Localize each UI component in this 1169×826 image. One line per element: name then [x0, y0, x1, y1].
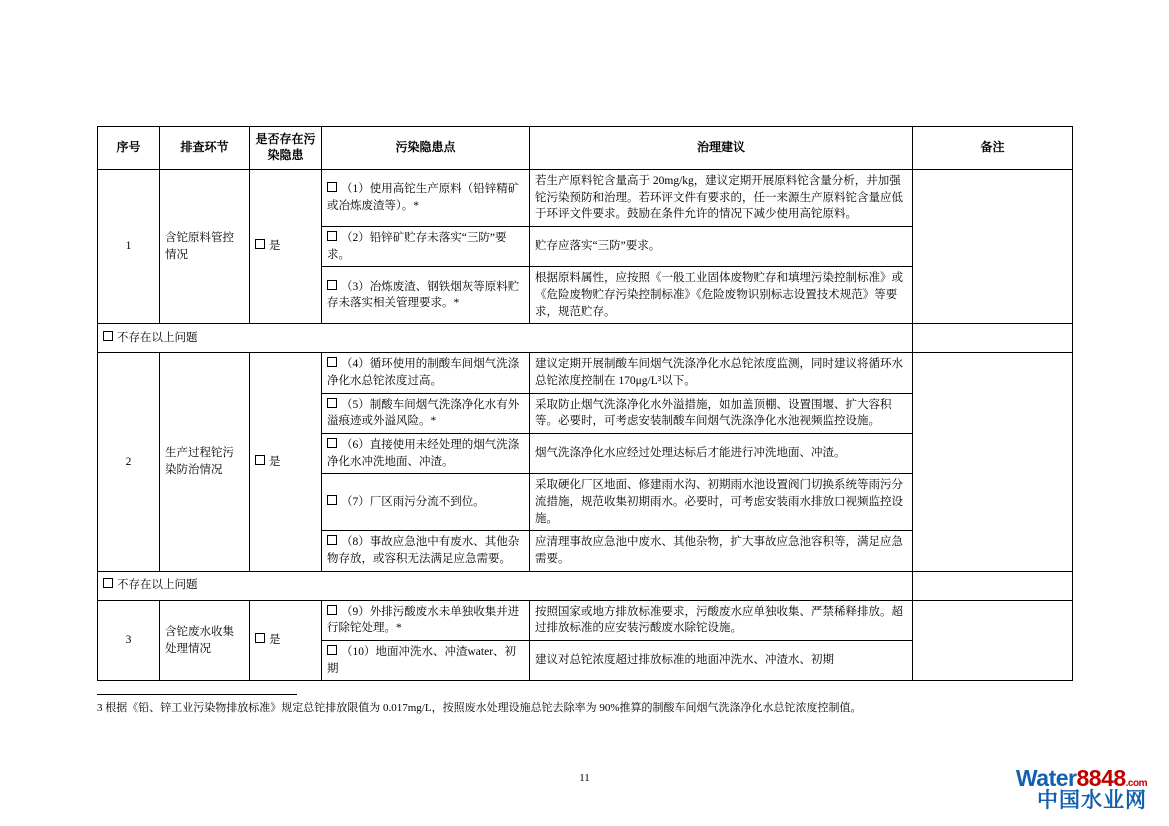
advice-cell: 根据原料属性，应按照《一般工业固体废物贮存和填埋污染控制标准》或《危险废物贮存污染控制标准》《危险废物识别标志设置技术规范》等要求，规范贮存。	[530, 267, 913, 324]
exist-label: 是	[269, 455, 281, 468]
hazard-point-cell[interactable]	[322, 474, 530, 531]
checkbox-icon[interactable]	[327, 495, 337, 505]
hazard-point-cell[interactable]	[322, 353, 530, 393]
table-row	[98, 170, 1073, 227]
checkbox-icon[interactable]	[103, 331, 113, 341]
no-issue-cell[interactable]	[98, 571, 913, 600]
row-seq: 3	[98, 600, 160, 681]
column-header-point: 污染隐患点	[322, 127, 530, 170]
advice-cell: 采取防止烟气洗涤净化水外溢措施，如加盖顶棚、设置围堰、扩大容积等。必要时，可考虑安装制酸车间烟气洗涤净化水池视频监控设施。	[530, 393, 913, 433]
no-issue-cell[interactable]	[98, 324, 913, 353]
remark-cell	[913, 571, 1073, 600]
remark-cell	[913, 324, 1073, 353]
exist-checkbox-cell[interactable]	[250, 170, 322, 324]
hazard-point-text: （8）事故应急池中有废水、其他杂物存放，或容积无法满足应急需要。	[327, 536, 520, 566]
no-issue-row	[98, 571, 1073, 600]
checkbox-icon[interactable]	[327, 438, 337, 448]
row-stage: 含铊原料管控情况	[160, 170, 250, 324]
checkbox-icon[interactable]	[327, 398, 337, 408]
exist-label: 是	[269, 240, 281, 253]
checkbox-icon[interactable]	[327, 357, 337, 367]
exist-checkbox-cell[interactable]	[250, 600, 322, 681]
column-header-exist: 是否存在污染隐患	[250, 127, 322, 170]
row-stage: 生产过程铊污染防治情况	[160, 353, 250, 571]
row-seq: 2	[98, 353, 160, 571]
checkbox-icon[interactable]	[327, 182, 337, 192]
hazard-point-text: （1）使用高铊生产原料（铅锌精矿或冶炼废渣等）。*	[327, 183, 520, 212]
checkbox-icon[interactable]	[327, 535, 337, 545]
advice-cell: 若生产原料铊含量高于 20mg/kg，建议定期开展原料铊含量分析，并加强铊污染预防和治理。若环评文件有要求的，任一来源生产原料铊含量应低于环评文件要求。鼓励在条件允许的情况下减少使用高铊原料。	[530, 170, 913, 227]
watermark-number-text: 8848	[1076, 764, 1126, 791]
watermark	[1016, 766, 1147, 812]
checkbox-icon[interactable]	[255, 455, 265, 465]
hazard-point-cell[interactable]	[322, 600, 530, 640]
table-header-row	[98, 127, 1073, 170]
checkbox-icon[interactable]	[103, 578, 113, 588]
exist-checkbox-cell[interactable]	[250, 353, 322, 571]
advice-cell: 建议定期开展制酸车间烟气洗涤净化水总铊浓度监测，同时建议将循环水总铊浓度控制在 170μg/L³以下。	[530, 353, 913, 393]
remark-cell	[913, 170, 1073, 324]
remark-cell	[913, 353, 1073, 571]
row-stage: 含铊废水收集处理情况	[160, 600, 250, 681]
hazard-point-text: （7）厂区雨污分流不到位。	[341, 496, 485, 509]
column-header-stage: 排查环节	[160, 127, 250, 170]
hazard-point-text: （5）制酸车间烟气洗涤净化水有外溢痕迹或外溢风险。*	[327, 398, 520, 428]
watermark-line-1	[1016, 766, 1147, 790]
column-header-advice: 治理建议	[530, 127, 913, 170]
hazard-point-text: （9）外排污酸废水未单独收集并进行除铊处理。*	[327, 605, 520, 635]
column-header-remark: 备注	[913, 127, 1073, 170]
checkbox-icon[interactable]	[327, 645, 337, 655]
hazard-point-cell[interactable]	[322, 641, 530, 681]
table-row	[98, 353, 1073, 393]
exist-label: 是	[269, 634, 281, 647]
inspection-checklist-table	[97, 126, 1073, 681]
no-issue-row	[98, 324, 1073, 353]
checkbox-icon[interactable]	[255, 239, 265, 249]
watermark-water-text: Water	[1015, 764, 1077, 791]
advice-cell: 烟气洗涤净化水应经过处理达标后才能进行冲洗地面、冲渣。	[530, 434, 913, 474]
checkbox-icon[interactable]	[327, 231, 337, 241]
advice-cell: 应清理事故应急池中废水、其他杂物，扩大事故应急池容积等，满足应急需要。	[530, 531, 913, 571]
advice-cell: 采取硬化厂区地面、修建雨水沟、初期雨水池设置阀门切换系统等雨污分流措施，规范收集初期雨水。必要时，可考虑安装雨水排放口视频监控设施。	[530, 474, 913, 531]
hazard-point-text: （4）循环使用的制酸车间烟气洗涤净化水总铊浓度过高。	[327, 358, 520, 388]
checkbox-icon[interactable]	[327, 605, 337, 615]
footnote-text: 3 根据《铅、锌工业污染物排放标准》规定总铊排放限值为 0.017mg/L，按照废水处理设施总铊去除率为 90%推算的制酸车间烟气洗涤净化水总铊浓度控制值。	[97, 702, 862, 714]
hazard-point-cell[interactable]	[322, 267, 530, 324]
watermark-line-2: 中国水业网	[1037, 788, 1147, 812]
hazard-point-cell[interactable]	[322, 393, 530, 433]
hazard-point-cell[interactable]	[322, 170, 530, 227]
advice-cell: 贮存应落实“三防”要求。	[530, 227, 913, 267]
column-header-seq: 序号	[98, 127, 160, 170]
hazard-point-text: （2）铅锌矿贮存未落实“三防”要求。	[327, 232, 507, 261]
remark-cell	[913, 600, 1073, 681]
hazard-point-cell[interactable]	[322, 227, 530, 267]
row-seq: 1	[98, 170, 160, 324]
table-row	[98, 600, 1073, 640]
page-number: 11	[579, 772, 590, 784]
advice-cell: 按照国家或地方排放标准要求，污酸废水应单独收集、严禁稀释排放。超过排放标准的应安装污酸废水除铊设施。	[530, 600, 913, 640]
watermark-domain-text: .com	[1125, 777, 1147, 789]
hazard-point-cell[interactable]	[322, 531, 530, 571]
advice-cell: 建议对总铊浓度超过排放标准的地面冲洗水、冲渣水、初期	[530, 641, 913, 681]
hazard-point-text: （10）地面冲洗水、冲渣water、初期	[327, 646, 517, 675]
footnote-divider	[97, 694, 297, 695]
no-issue-label: 不存在以上问题	[117, 579, 198, 592]
hazard-point-text: （3）冶炼废渣、钢铁烟灰等原料贮存未落实相关管理要求。*	[327, 280, 520, 310]
checkbox-icon[interactable]	[255, 633, 265, 643]
no-issue-label: 不存在以上问题	[117, 332, 198, 345]
hazard-point-text: （6）直接使用未经处理的烟气洗涤净化水冲洗地面、冲渣。	[327, 439, 520, 468]
hazard-point-cell[interactable]	[322, 434, 530, 474]
checkbox-icon[interactable]	[327, 280, 337, 290]
